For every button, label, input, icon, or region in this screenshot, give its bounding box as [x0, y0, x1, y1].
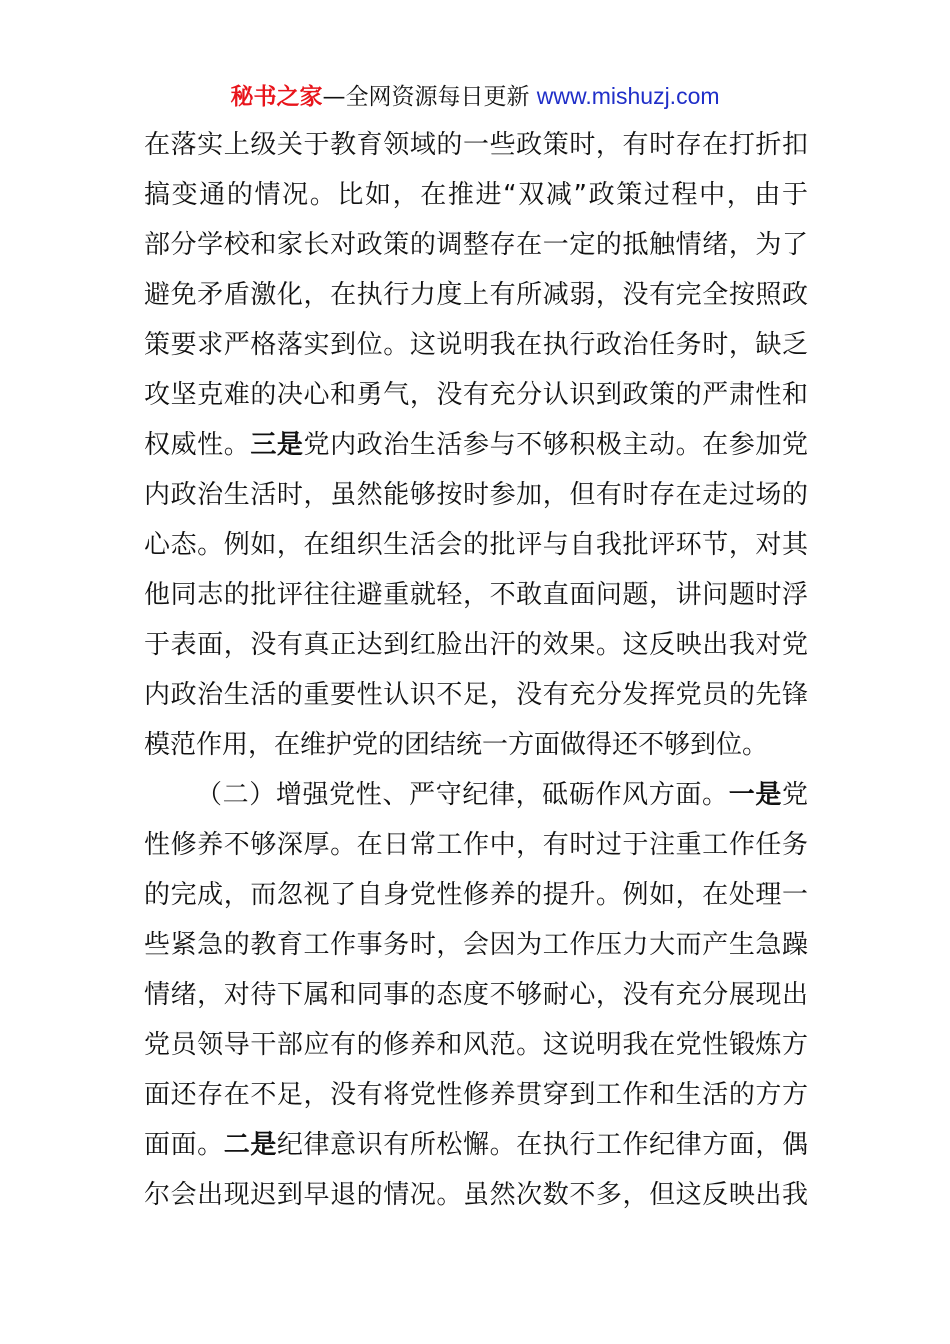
text-line: 攻坚克难的决心和勇气，没有充分认识到政策的严肃性和: [144, 380, 808, 410]
text-line: 尔会出现迟到早退的情况。虽然次数不多，但这反映出我: [144, 1180, 808, 1210]
document-body: [144, 120, 808, 1220]
brand-name: 秘书之家: [230, 84, 323, 110]
text-line: 的完成，而忽视了自身党性修养的提升。例如，在处理一: [144, 880, 808, 910]
text-line: 部分学校和家长对政策的调整存在一定的抵触情绪，为了: [144, 230, 808, 260]
text-line: 权威性。三是党内政治生活参与不够积极主动。在参加党: [144, 430, 808, 460]
site-url-link[interactable]: www.mishuzj.com: [536, 83, 720, 109]
text-line: 策要求严格落实到位。这说明我在执行政治任务时，缺乏: [144, 330, 808, 360]
section-heading-line: （二）增强党性、严守纪律，砥砺作风方面。一是党: [196, 780, 808, 810]
text-line: 些紧急的教育工作事务时，会因为工作压力大而产生急躁: [144, 930, 808, 960]
text-line: 党员领导干部应有的修养和风范。这说明我在党性锻炼方: [144, 1030, 808, 1060]
text-line: 面还存在不足，没有将党性修养贯穿到工作和生活的方方: [144, 1080, 808, 1110]
text-line: 内政治生活时，虽然能够按时参加，但有时存在走过场的: [144, 480, 808, 510]
text-line: 模范作用，在维护党的团结统一方面做得还不够到位。: [144, 730, 769, 760]
text-line: 避免矛盾激化，在执行力度上有所减弱，没有完全按照政: [144, 280, 808, 310]
site-header: [0, 80, 950, 113]
emphasis-ordinal: 二是: [223, 1130, 277, 1160]
text-line: 情绪，对待下属和同事的态度不够耐心，没有充分展现出: [144, 980, 808, 1010]
emphasis-ordinal: 三是: [250, 430, 304, 460]
text-line: 在落实上级关于教育领域的一些政策时，有时存在打折扣: [144, 130, 808, 160]
text-line: 于表面，没有真正达到红脸出汗的效果。这反映出我对党: [144, 630, 808, 660]
text-line: 性修养不够深厚。在日常工作中，有时过于注重工作任务: [144, 830, 808, 860]
text-line: 搞变通的情况。比如，在推进“双减”政策过程中，由于: [144, 180, 808, 210]
text-line: 面面。二是纪律意识有所松懈。在执行工作纪律方面，偶: [144, 1130, 808, 1160]
text-line: 他同志的批评往往避重就轻，不敢直面问题，讲问题时浮: [144, 580, 808, 610]
text-line: 内政治生活的重要性认识不足，没有充分发挥党员的先锋: [144, 680, 808, 710]
text-line: 心态。例如，在组织生活会的批评与自我批评环节，对其: [144, 530, 808, 560]
header-tagline: —全网资源每日更新: [322, 84, 537, 110]
emphasis-ordinal: 一是: [728, 780, 782, 810]
